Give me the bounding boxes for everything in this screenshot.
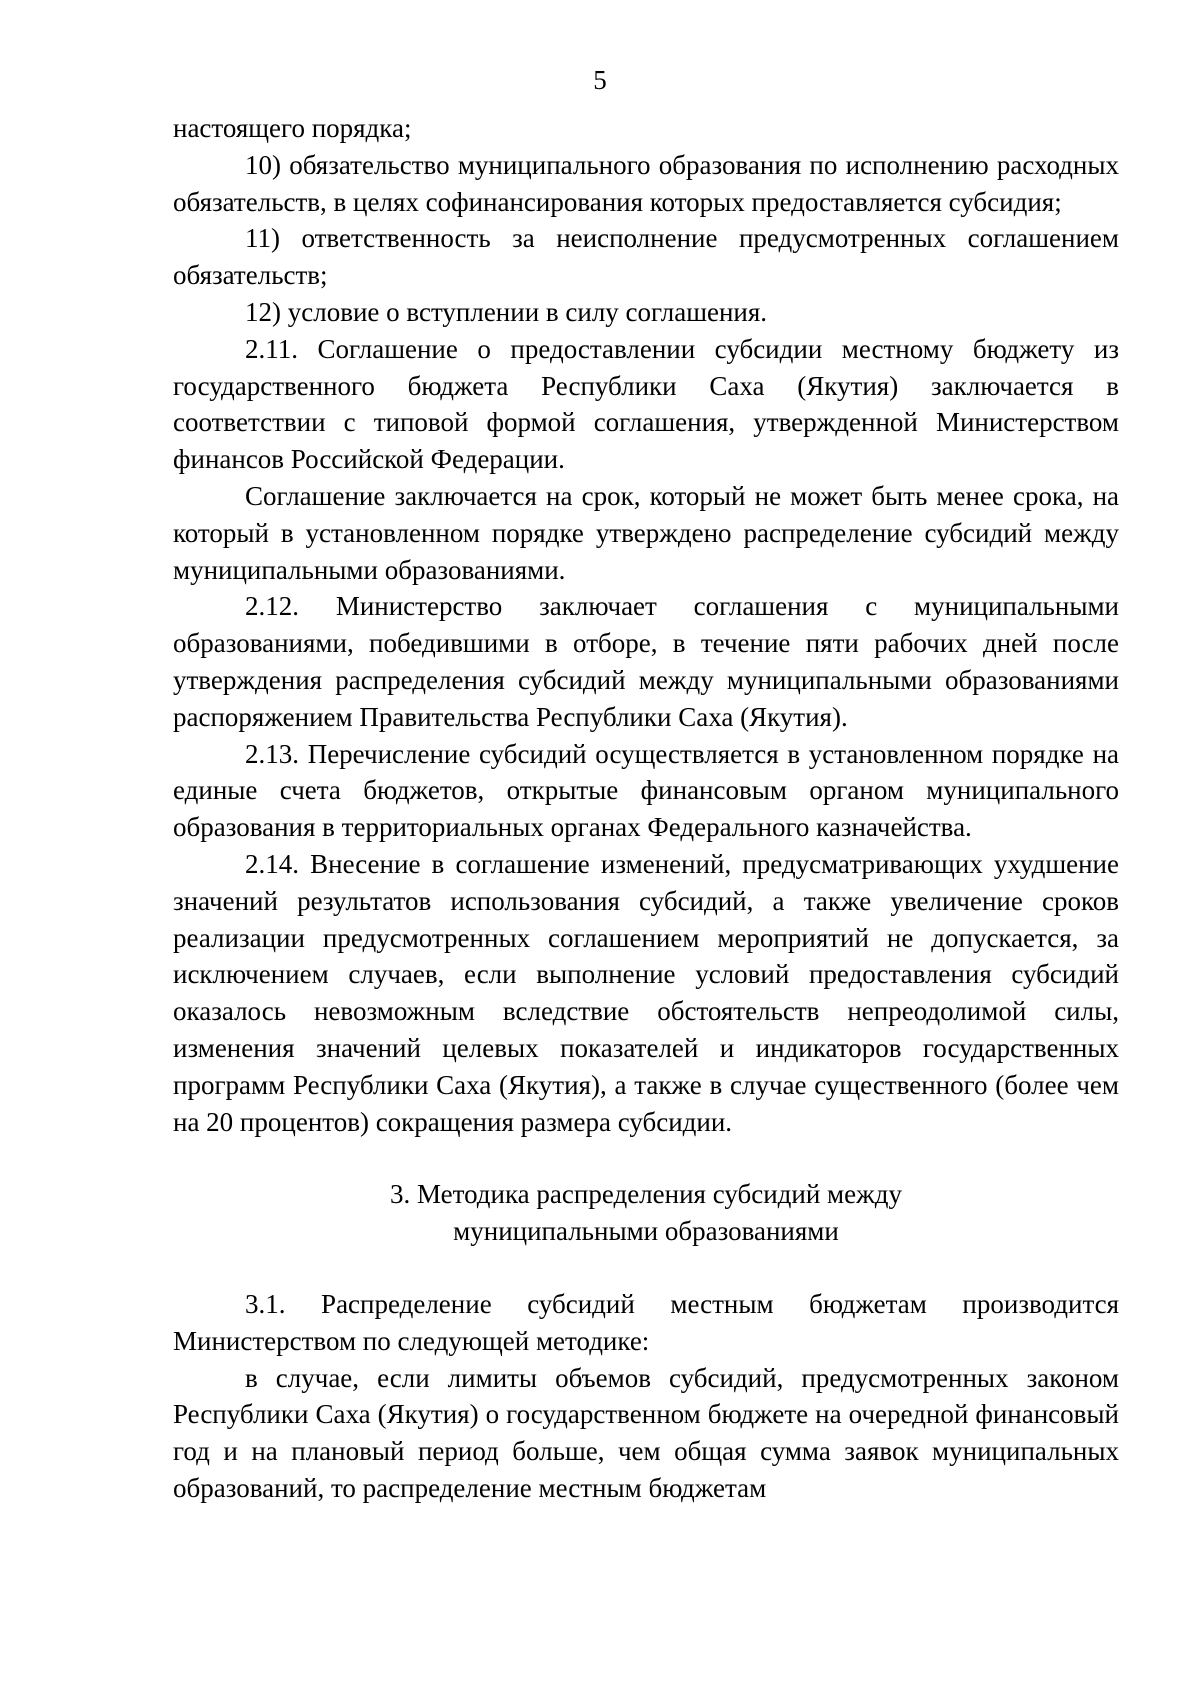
paragraph-item-11: 11) ответственность за неисполнение предусмотренных соглашением обязательств; bbox=[173, 223, 1119, 291]
paragraph-2-11-term: Соглашение заключается на срок, который не может быть менее срока, на который в установленном порядке утверждено распределение субсидий между муниципальными образованиями. bbox=[173, 480, 1119, 585]
section-3-heading-line-1: 3. Методика распределения субсидий между bbox=[389, 1179, 902, 1210]
paragraph-2-13: 2.13. Перечисление субсидий осуществляется в установленном порядке на единые счета бюджетов, открытые финансовым органом муниципального образования в территориальных органах Федерального казначейства. bbox=[173, 738, 1119, 843]
page-number: 5 bbox=[593, 65, 607, 95]
paragraph-item-10: 10) обязательство муниципального образования по исполнению расходных обязательств, в целях софинансирования которых предоставляется субсидия; bbox=[173, 149, 1119, 217]
paragraph-2-11: 2.11. Соглашение о предоставлении субсидии местному бюджету из государственного бюджета Республики Саха (Якутия) заключается в соответствии с типовой формой соглашения, утвержденной Министерством финансов Российской Федерации. bbox=[173, 333, 1119, 475]
document-body bbox=[173, 110, 1119, 1507]
paragraph-3-1-case: в случае, если лимиты объемов субсидий, предусмотренных законом Республики Саха (Якутия) о государственном бюджете на очередной финансовый год и на плановый период больше, чем общая сумма заявок муниципальных образований, то распределение местным бюджетам bbox=[173, 1362, 1119, 1503]
section-3-heading-line-2: муниципальными образованиями bbox=[453, 1216, 839, 1247]
paragraph-continuation: настоящего порядка; bbox=[173, 113, 412, 143]
section-3-heading bbox=[173, 1176, 1119, 1250]
paragraph-item-12: 12) условие о вступлении в силу соглашения. bbox=[245, 296, 768, 327]
paragraph-2-14: 2.14. Внесение в соглашение изменений, предусматривающих ухудшение значений результатов использования субсидий, а также увеличение сроков реализации предусмотренных соглашением мероприятий не допускается, за исключением случаев, если выполнение условий предоставления субсидий оказалось невозможным вследствие обстоятельств непреодолимой силы, изменения значений целевых показателей и индикаторов государственных программ Республики Саха (Якутия), а также в случае существенного (более чем на 20 процентов) сокращения размера субсидии. bbox=[173, 848, 1119, 1137]
paragraph-3-1: 3.1. Распределение субсидий местным бюджетам производится Министерством по следующей методике: bbox=[173, 1288, 1119, 1356]
paragraph-2-12: 2.12. Министерство заключает соглашения с муниципальными образованиями, победившими в отборе, в течение пяти рабочих дней после утверждения распределения субсидий между муниципальными образованиями распоряжением Правительства Республики Саха (Якутия). bbox=[173, 591, 1119, 732]
